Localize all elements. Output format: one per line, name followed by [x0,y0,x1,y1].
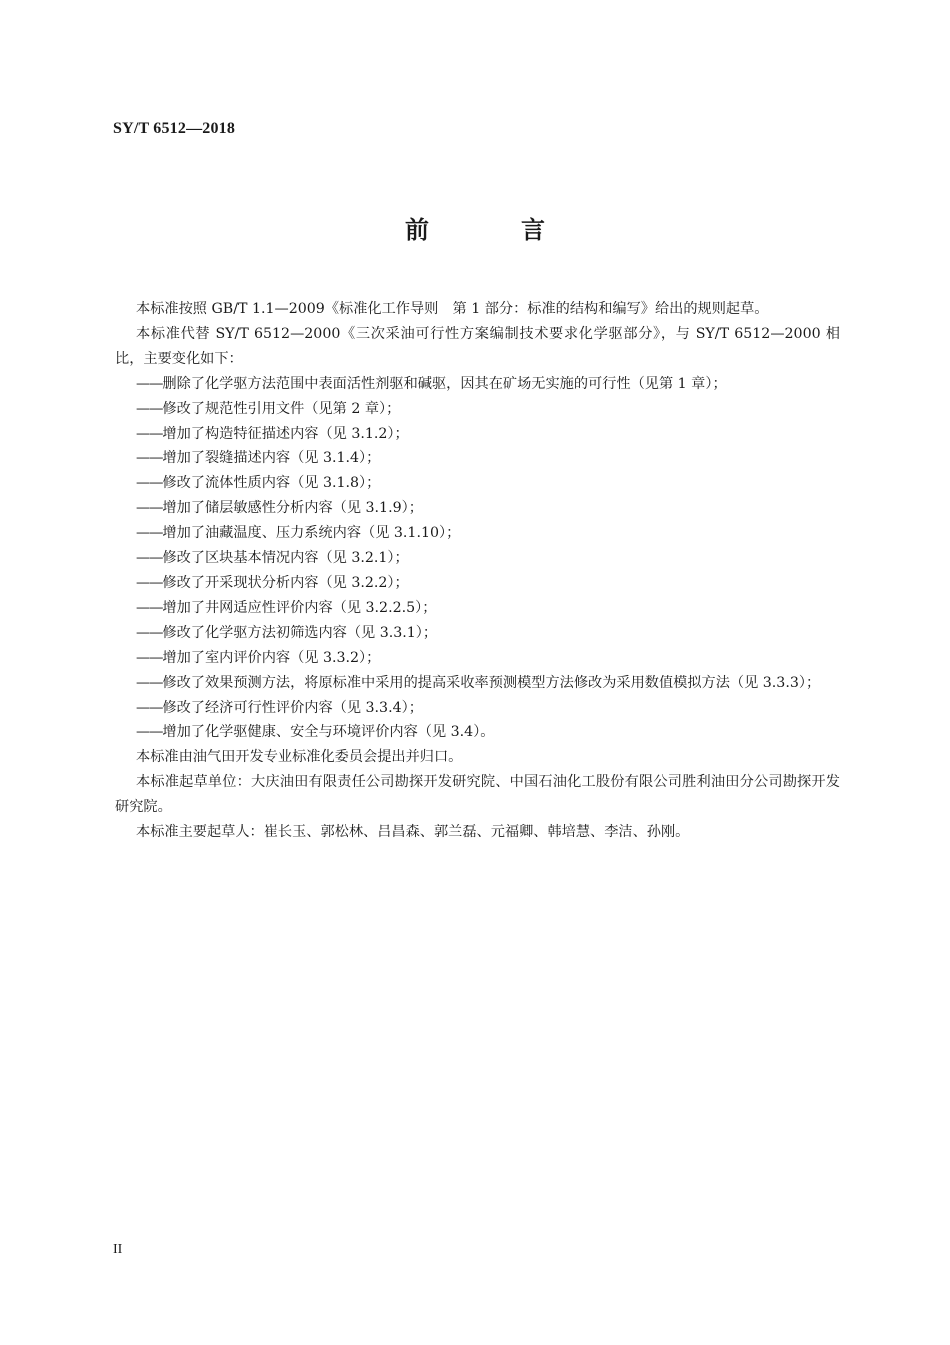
list-item [115,546,840,571]
list-dash: —— [136,375,163,392]
list-item [115,621,840,646]
list-dash: —— [136,500,163,517]
list-dash: —— [136,624,163,641]
list-item [115,596,840,621]
list-dash: —— [136,400,163,417]
list-item-text: 增加了油藏温度、压力系统内容（见 3.1.10）； [162,525,461,542]
paragraph-proposed-by: 本标准由油气田开发专业标准化委员会提出并归口。 [136,749,463,766]
list-item-text: 修改了经济可行性评价内容（见 3.3.4）； [162,699,423,716]
list-dash: —— [136,599,163,616]
list-item-text: 修改了区块基本情况内容（见 3.2.1）； [162,550,409,567]
list-item-text: 增加了化学驱健康、安全与环境评价内容（见 3.4）。 [162,724,495,741]
paragraph-replacement-statement: 本标准代替 SY/T 6512—2000《三次采油可行性方案编制技术要求化学驱部分》，与 SY/T 6512—2000 相比，主要变化如下： [115,325,840,367]
list-item [115,646,840,671]
list-dash: —— [136,425,163,442]
list-item [115,571,840,596]
change-list [115,372,840,746]
list-item-text: 修改了化学驱方法初筛选内容（见 3.3.1）； [162,624,438,641]
list-dash: —— [136,550,163,567]
list-item-text: 增加了裂缝描述内容（见 3.1.4）； [162,450,381,467]
list-item [115,397,840,422]
page-title: 前 言 [405,216,579,244]
list-item [115,471,840,496]
list-dash: —— [136,574,163,591]
list-item-text: 删除了化学驱方法范围中表面活性剂驱和碱驱，因其在矿场无实施的可行性（见第 1 章）； [162,375,727,392]
list-dash: —— [136,450,163,467]
list-dash: —— [136,475,163,492]
page-number: II [113,1242,123,1257]
list-item-text: 增加了室内评价内容（见 3.3.2）； [162,649,381,666]
list-dash: —— [136,649,163,666]
list-dash: —— [136,699,163,716]
list-item-text: 增加了储层敏感性分析内容（见 3.1.9）； [162,500,423,517]
list-item-text: 修改了效果预测方法，将原标准中采用的提高采收率预测模型方法修改为采用数值模拟方法（见 3.3.3）； [162,674,821,691]
list-item-text: 增加了井网适应性评价内容（见 3.2.2.5）； [162,599,437,616]
list-item [115,671,840,696]
list-dash: —— [136,674,163,691]
list-item [115,422,840,447]
list-item [115,372,840,397]
paragraph-drafting-units: 本标准起草单位：大庆油田有限责任公司勘探开发研究院、中国石油化工股份有限公司胜利油田分公司勘探开发研究院。 [115,774,840,816]
list-item [115,446,840,471]
document-body [115,297,840,845]
list-item [115,720,840,745]
list-item-text: 增加了构造特征描述内容（见 3.1.2）； [162,425,409,442]
list-item [115,496,840,521]
paragraph-main-drafters: 本标准主要起草人：崔长玉、郭松林、吕昌森、郭兰磊、元福卿、韩培慧、李洁、孙刚。 [136,824,690,841]
list-item [115,696,840,721]
list-dash: —— [136,724,163,741]
list-item-text: 修改了开采现状分析内容（见 3.2.2）； [162,574,409,591]
list-item-text: 修改了规范性引用文件（见第 2 章）； [162,400,401,417]
list-item [115,521,840,546]
list-item-text: 修改了流体性质内容（见 3.1.8）； [162,475,381,492]
paragraph-drafting-basis: 本标准按照 GB/T 1.1—2009《标准化工作导则 第 1 部分：标准的结构和编写》给出的规则起草。 [136,301,769,317]
list-dash: —— [136,525,163,542]
standard-code: SY/T 6512—2018 [113,120,236,137]
